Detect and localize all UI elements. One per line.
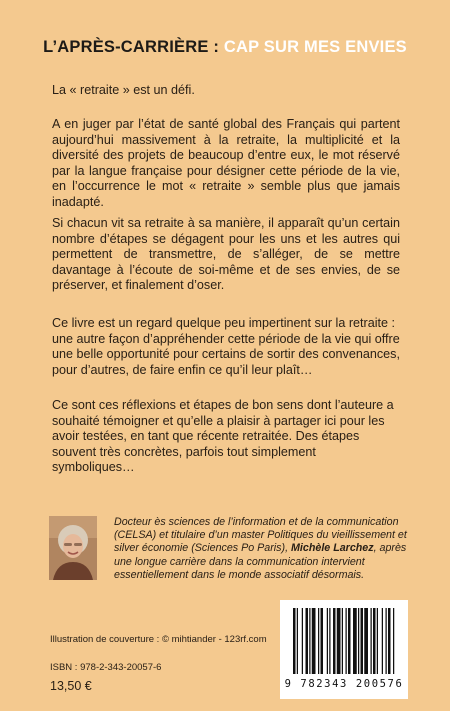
paragraph-3-text: Si chacun vit sa retraite à sa manière, il apparaît qu’un certain nombre d’étapes se dégagent pour les uns et les autres qui permettent de transmettre, de s’alléger, de se mettre davantage à l’écoute de soi-même et de ses envies, de se préserver, et finalement d’oser. <box>52 216 400 293</box>
paragraph-5-text: Ce sont ces réflexions et étapes de bon sens dont l’auteure a souhaité témoigner et qu’elle a plaisir à partager ici pour les avoir testées, en tant que récente retraitée. Des étapes souvent très concrètes, parfois tout simplement symboliques… <box>52 398 394 475</box>
paragraph-3 <box>52 216 400 294</box>
title-part-2: CAP SUR MES ENVIES <box>223 38 407 56</box>
bio-text-end: , après une longue carrière dans la communication intervient essentiellement dans le monde associatif désormais. <box>114 542 407 581</box>
barcode-number: 9 782343 200576 <box>284 678 404 690</box>
paragraph-4 <box>52 316 400 378</box>
barcode <box>280 600 408 699</box>
author-portrait-icon <box>49 516 97 580</box>
author-photo <box>49 516 97 580</box>
paragraph-4-text: Ce livre est un regard quelque peu impertinent sur la retraite : une autre façon d’appréhender cette période de la vie qui offre une belle opportunité pour certains de sortir des convenances, pour d’autres, de faire enfin ce qu’il leur plaît… <box>52 316 400 377</box>
barcode-icon <box>280 600 408 680</box>
price: 13,50 € <box>50 679 92 693</box>
paragraph-5 <box>52 398 400 476</box>
illustration-credit: Illustration de couverture : © mihtiander - 123rf.com <box>50 634 267 645</box>
paragraph-1-text: La « retraite » est un défi. <box>52 83 195 97</box>
paragraph-2-text: A en juger par l’état de santé global des Français qui partent aujourd’hui massivement à la retraite, la multiplicité et la diversité des projets de beaucoup d’entre eux, le mot réservé par la langue française pour désigner cette période de la vie, en l’occurrence le mot « retraite » semble plus que jamais inadapté. <box>52 117 400 209</box>
bio-text-start: Docteur ès sciences de l’information et de la communication (CELSA) et titulaire d’un master Politiques du vieillissement et silver économie (Sciences Po Paris), <box>114 516 407 555</box>
author-name: Michèle Larchez <box>291 542 374 555</box>
title-part-1: L’APRÈS-CARRIÈRE : <box>43 38 220 56</box>
cover-title <box>0 38 450 57</box>
author-bio <box>114 516 414 582</box>
isbn: ISBN : 978-2-343-20057-6 <box>50 662 162 673</box>
paragraph-2 <box>52 117 400 211</box>
paragraph-1 <box>52 83 400 99</box>
